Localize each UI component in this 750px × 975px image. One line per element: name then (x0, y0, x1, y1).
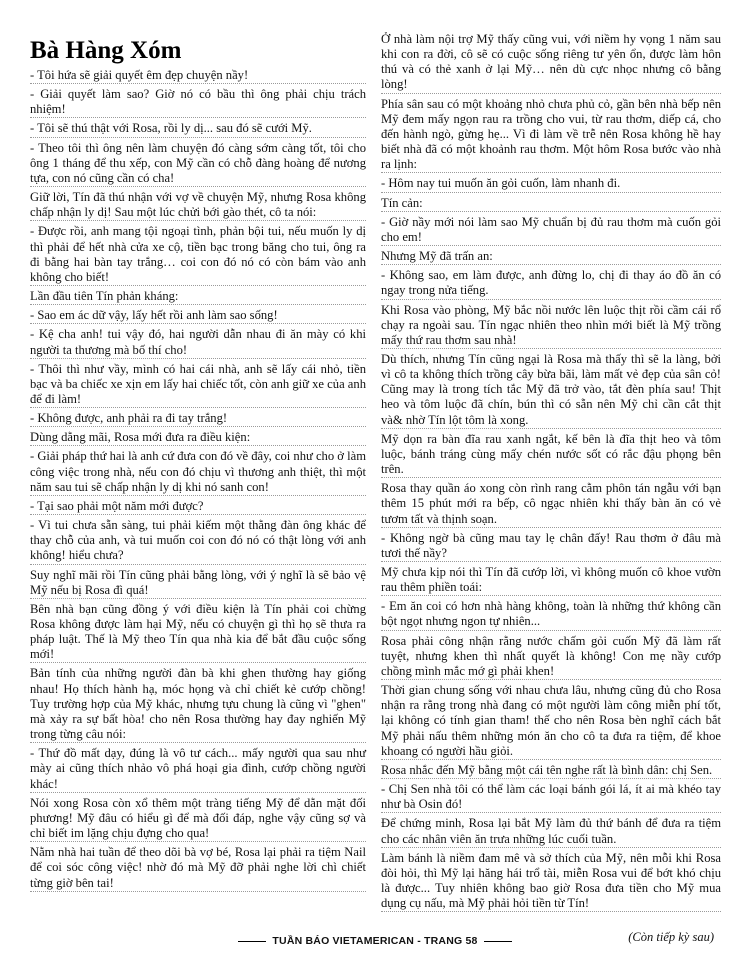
article-paragraph: - Thứ đồ mất dạy, đúng là vô tư cách... mấy người qua sau như mày ai cũng thích nhảo vô phá hoại gia đình, cướp chồng người khác! (30, 746, 366, 792)
article-paragraph: Rosa nhắc đến Mỹ bằng một cái tên nghe rất là bình dân: chị Sen. (381, 763, 721, 779)
left-column (30, 32, 366, 895)
article-paragraph: Phía sân sau có một khoảng nhỏ chưa phủ cỏ, gần bên nhà bếp nên Mỹ đem mấy ngọn rau ra trồng cho vui, từ rau thơm, diếp cá, cho đến hành ngò, gừng hẹ... Vì đi làm về trễ nên Rosa không hề hay biết nhà đã có một khoảnh rau thơm. Một hôm Rosa bước vào nhà ra lịnh: (381, 97, 721, 174)
article-paragraph: - Giải quyết làm sao? Giờ nó có bầu thì ông phải chịu trách nhiệm! (30, 87, 366, 118)
article-paragraph: Để chứng minh, Rosa lại bắt Mỹ làm đủ thứ bánh để đưa ra tiệm cho các nhân viên ăn trưa những lúc cuối tuần. (381, 816, 721, 847)
article-title: Bà Hàng Xóm (30, 37, 182, 64)
article-paragraph: - Không được, anh phải ra đi tay trắng! (30, 411, 366, 427)
article-paragraph: - Tại sao phải một năm mới được? (30, 499, 366, 515)
article-paragraph: Dù thích, nhưng Tín cũng ngại là Rosa mà thấy thì sẽ la làng, bởi vì cô ta không thích trồng cây bừa bãi, làm mất vẻ đẹp của sân cỏ! Cũng may là trong tích tắc Mỹ đã trở vào, tắt đèn phía sau! Thịt heo và tôm luộc đã chín, bún thì có sẵn nên Mỹ chỉ cần cắt thịt và& nhờ Tín lột tôm là xong. (381, 352, 721, 429)
article-paragraph: Nhưng Mỹ đã trấn an: (381, 249, 721, 265)
article-paragraph: Bên nhà bạn cũng đồng ý với điều kiện là Tín phải coi chừng Rosa không được làm hại Mỹ, nếu có chuyện gì thì họ sẽ thưa ra pháp luật. Thế là Mỹ theo Tín qua nhà kia để bắt đầu cuộc sống mới! (30, 602, 366, 664)
article-paragraph: - Được rồi, anh mang tội ngoại tình, phản bội tui, nếu muốn ly dị thì phải để hết nhà cửa xe cộ, tiền bạc trong băng cho tui, ông ra đi bằng hai bàn tay trắng… coi con đó nó có còn bám vào anh không cho biết! (30, 224, 366, 286)
article-paragraph: Thời gian chung sống với nhau chưa lâu, nhưng cũng đủ cho Rosa nhận ra rằng trong nhà đang có một người làm công miễn phí tốt, lại không có tính gian tham! thế cho nên Rosa bèn nghĩ cách bắt Mỹ phải nấu thêm những món ăn cho cô ta đưa ra tiệm, để khoe khoang có người hầu giỏi. (381, 683, 721, 760)
article-paragraph: - Chị Sen nhà tôi có thể làm các loại bánh gói lá, ít ai mà khéo tay như bà Osin đó! (381, 782, 721, 813)
article-paragraph: Lần đầu tiên Tín phản kháng: (30, 289, 366, 305)
article-paragraph: - Tôi sẽ thú thật với Rosa, rồi ly dị... sau đó sẽ cưới Mỹ. (30, 121, 366, 137)
article-paragraph: Suy nghĩ mãi rồi Tín cũng phải bằng lòng, với ý nghĩ là sẽ bảo vệ Mỹ nếu bị Rosa đì quá! (30, 568, 366, 599)
article-paragraph: Tín cản: (381, 196, 721, 212)
article-paragraph: - Em ăn coi có hơn nhà hàng không, toàn là những thứ không cần bột ngọt nhưng ngon tự nhiên... (381, 599, 721, 630)
article-paragraph: - Giải pháp thứ hai là anh cứ đưa con đó về đây, coi như cho ở làm công việc trong nhà, nếu con đó chịu vì thương anh thiệt, thì một năm sau tui sẽ chấp nhận ly dị khi nó sanh con! (30, 449, 366, 495)
article-paragraph: - Thôi thì như vầy, mình có hai cái nhà, anh sẽ lấy cái nhỏ, tiền bạc và ba chiếc xe xịn em lấy hai chiếc tốt, còn anh giữ xe của anh để đi làm! (30, 362, 366, 408)
article-paragraph: Rosa thay quần áo xong còn rình rang cằm phôn tán ngẫu với bạn thêm 15 phút mới ra bếp, cô ngạc nhiên khi thấy bàn ăn có vẻ tươm tất và thịnh soạn. (381, 481, 721, 527)
footer-rule-right (484, 941, 512, 942)
article-paragraph: Khi Rosa vào phòng, Mỹ bắc nồi nước lên luộc thịt rồi cầm cái rổ chạy ra ngoài sau. Tín ngạc nhiên theo nhìn mới biết là Mỹ trồng mấy thứ rau thơm sau nhà! (381, 303, 721, 349)
article-paragraph: Giữ lời, Tín đã thú nhận với vợ về chuyện Mỹ, nhưng Rosa không chấp nhận ly dị! Sau một lúc chửi bới gào thét, cô ta nói: (30, 190, 366, 221)
article-paragraph: - Hôm nay tui muốn ăn gỏi cuốn, làm nhanh đi. (381, 176, 721, 192)
article-paragraph: Làm bánh là niềm đam mê và sở thích của Mỹ, nên mỗi khi Rosa đòi hỏi, thì Mỹ lại hăng hái trổ tài, miễn Rosa vui để bớt khó chịu là được... Tuy nhiên không bao giờ Rosa đưa tiền cho Mỹ mua dụng cụ nấu, mà Mỹ phải hỏi tiền từ Tín! (381, 851, 721, 913)
article-paragraph: - Tôi hứa sẽ giải quyết êm đẹp chuyện nầy! (30, 68, 366, 84)
article-paragraph: - Không sao, em làm được, anh đừng lo, chị đi thay áo đồ ăn có ngay trong nửa tiếng. (381, 268, 721, 299)
article-paragraph: - Sao em ác dữ vậy, lấy hết rồi anh làm sao sống! (30, 308, 366, 324)
footer-rule-left (238, 941, 266, 942)
article-paragraph: Bản tính của những người đàn bà khi ghen thường hay giống nhau! Họ thích hành hạ, móc họng và chỉ chiết kẻ cướp chồng! Tuy trường hợp của Mỹ khác, nhưng tựu chung là cũng vì "ghen" mà xảy ra sự bất hòa! cho nên Rosa thường hay đay nghiến Mỹ trong từng câu nói: (30, 666, 366, 743)
article-paragraph: Ở nhà làm nội trợ Mỹ thấy cũng vui, với niềm hy vọng 1 năm sau khi con ra đời, cô sẽ có cuộc sống riêng tư yên ổn, được làm hôn thú và có thẻ xanh ở lại Mỹ… nên dù cực nhọc nhưng cô bằng lòng! (381, 32, 721, 94)
article-paragraph: Mỹ chưa kịp nói thì Tín đã cướp lời, vì không muốn cô khoe vườn rau thêm phiền toái: (381, 565, 721, 596)
article-paragraph: Dùng dằng mãi, Rosa mới đưa ra điều kiện: (30, 430, 366, 446)
article-paragraph: - Vì tui chưa sẵn sàng, tui phải kiếm một thằng đàn ông khác để thay chỗ của anh, và tui muốn coi con đó nó có thật lòng với anh không! hiểu chưa? (30, 518, 366, 564)
article-paragraph: - Kệ cha anh! tui vậy đó, hai người dẫn nhau đi ăn mày có khi người ta thương mà bố thí cho! (30, 327, 366, 358)
article-paragraph: - Giờ nầy mới nói làm sao Mỹ chuẩn bị đủ rau thơm mà cuốn gỏi cho em! (381, 215, 721, 246)
continued-note: (Còn tiếp kỳ sau) (628, 930, 714, 944)
article-paragraph: - Không ngờ bà cũng mau tay lẹ chân đấy! Rau thơm ở đâu mà tươi thế nầy? (381, 531, 721, 562)
right-column (381, 32, 721, 915)
article-paragraph: Nằm nhà hai tuần để theo dõi bà vợ bé, Rosa lại phải ra tiệm Nail để coi sóc công việc! nhờ đó mà Mỹ đỡ phải nghe lời chì chiết từng giờ bên tai! (30, 845, 366, 891)
article-paragraph: Rosa phải công nhận rằng nước chấm gỏi cuốn Mỹ đã làm rất tuyệt, nhưng khen thì nhất quyết là không! Con mẹ nầy cướp chồng mình mắc mớ gì phải khen! (381, 634, 721, 680)
article-paragraph: Mỹ dọn ra bàn đĩa rau xanh ngắt, kế bên là đĩa thịt heo và tôm luộc, bánh tráng cùng mấy chén nước sốt có rắc đậu phọng bên trên. (381, 432, 721, 478)
footer-text: TUẦN BÁO VIETAMERICAN - TRANG 58 (272, 935, 478, 947)
article-paragraph: Nói xong Rosa còn xổ thêm một tràng tiếng Mỹ để dằn mặt đối phương! Mỹ đâu có hiểu gì để mà đối đáp, nghe vậy cũng sợ và chỉ biết im lặng chịu đựng cho qua! (30, 796, 366, 842)
article-paragraph: - Theo tôi thì ông nên làm chuyện đó càng sớm càng tốt, tôi cho ông 1 tháng để thu xếp, con Mỹ cần có chỗ đàng hoàng để nương tựa, con nó cũng cần có cha! (30, 141, 366, 187)
